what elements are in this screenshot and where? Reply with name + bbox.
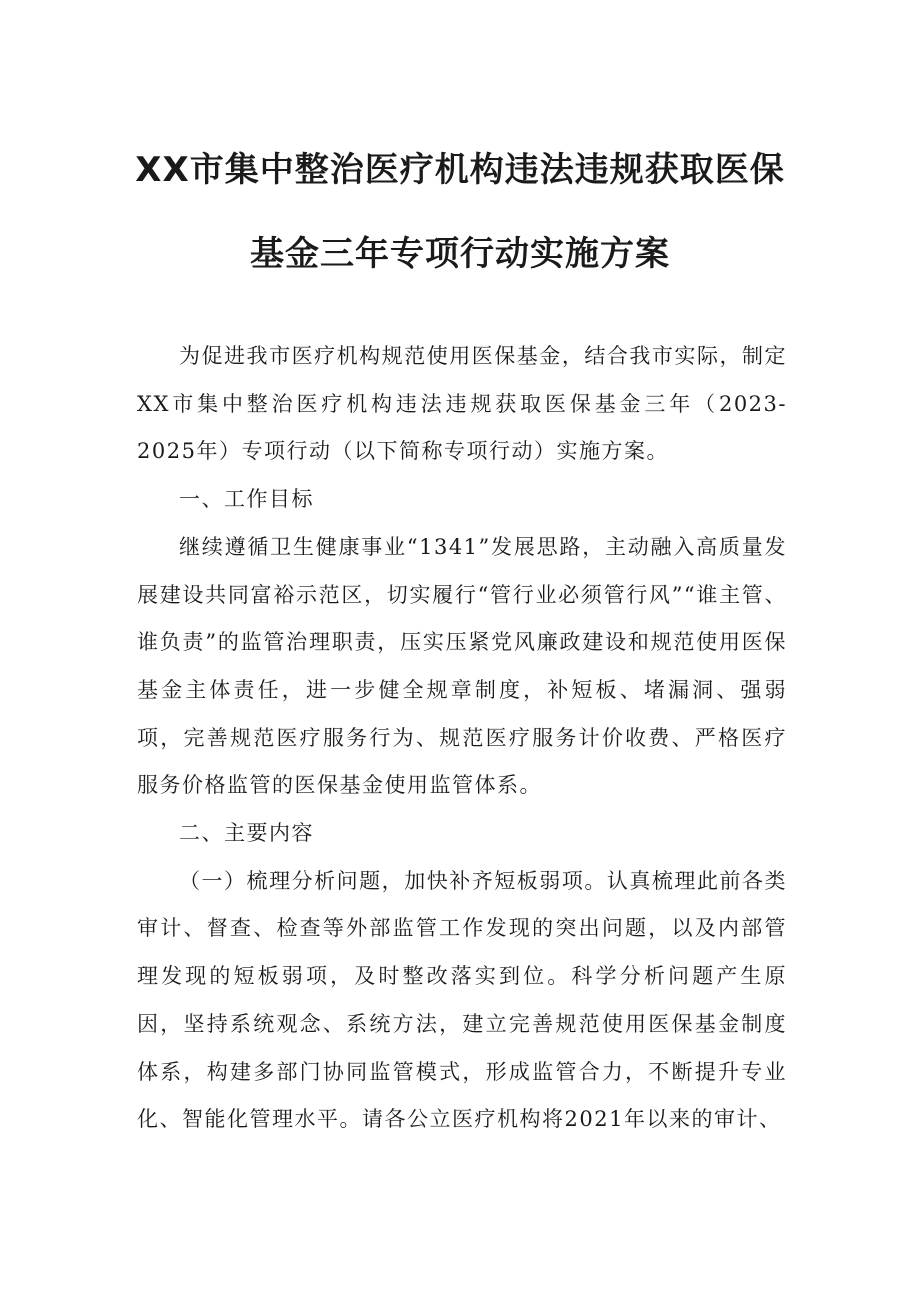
document-body (137, 333, 787, 1144)
intro-paragraph: 为促进我市医疗机构规范使用医保基金，结合我市实际，制定XX市集中整治医疗机构违法违规获取医保基金三年（2023-2025年）专项行动（以下简称专项行动）实施方案。 (137, 344, 787, 464)
section-2-item-1-paragraph: （一）梳理分析问题，加快补齐短板弱项。认真梳理此前各类审计、督查、检查等外部监管工作发现的突出问题，以及内部管理发现的短板弱项，及时整改落实到位。科学分析问题产生原因，坚持系统观念、系统方法，建立完善规范使用医保基金制度体系，构建多部门协同监管模式，形成监管合力，不断提升专业化、智能化管理水平。请各公立医疗机构将2021年以来的审计、 (137, 868, 787, 1132)
section-1-paragraph: 继续遵循卫生健康事业“1341”发展思路，主动融入高质量发展建设共同富裕示范区，切实履行“管行业必须管行风”“谁主管、谁负责”的监管治理职责，压实压紧党风廉政建设和规范使用医保基金主体责任，进一步健全规章制度，补短板、堵漏洞、强弱项，完善规范医疗服务行为、规范医疗服务计价收费、严格医疗服务价格监管的医保基金使用监管体系。 (137, 534, 787, 798)
section-1-heading: 一、工作目标 (179, 487, 314, 512)
document-title-line-1: XX市集中整治医疗机构违法违规获取医保 (135, 150, 785, 190)
document-title-line-2: 基金三年专项行动实施方案 (250, 234, 670, 274)
section-2-heading: 二、主要内容 (179, 821, 314, 846)
